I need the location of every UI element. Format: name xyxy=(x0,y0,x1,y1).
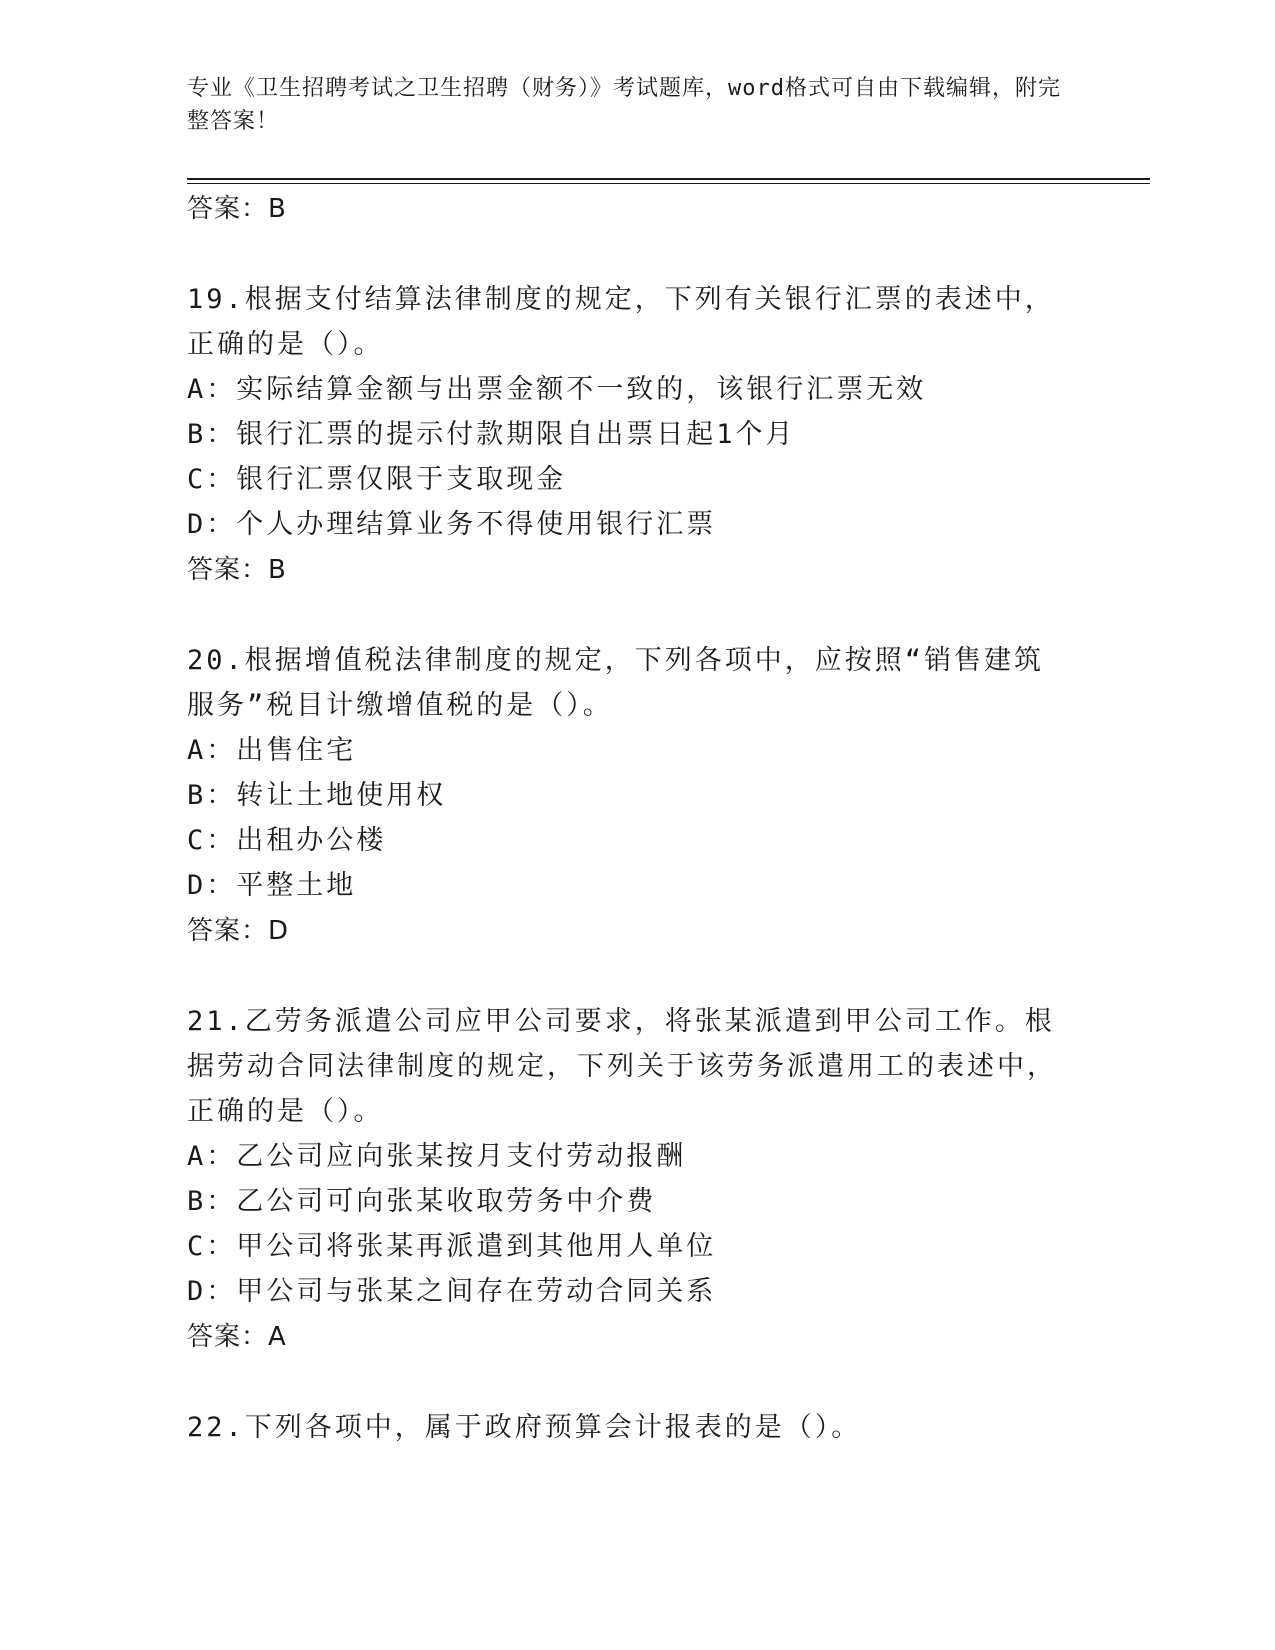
question-stem: 21.乙劳务派遣公司应甲公司要求，将张某派遣到甲公司工作。根据劳动合同法律制度的规定，下列关于该劳务派遣用工的表述中，正确的是（）。 xyxy=(187,1006,1057,1127)
option-a: A：乙公司应向张某按月支付劳动报酬 xyxy=(187,1141,687,1172)
option-c: C：银行汇票仅限于支取现金 xyxy=(187,464,567,495)
answer-line: 答案：B xyxy=(187,555,287,585)
question-block xyxy=(187,277,1067,593)
option-a: A：出售住宅 xyxy=(187,735,357,766)
question-stem: 22.下列各项中，属于政府预算会计报表的是（）。 xyxy=(187,1412,862,1443)
option-b: B：转让土地使用权 xyxy=(187,780,447,811)
option-d: D：平整土地 xyxy=(187,870,357,901)
option-b: B：银行汇票的提示付款期限自出票日起1个月 xyxy=(187,419,796,450)
question-block xyxy=(187,999,1067,1360)
document-body xyxy=(187,186,1067,1450)
option-c: C：甲公司将张某再派遣到其他用人单位 xyxy=(187,1231,717,1262)
answer-line: 答案：B xyxy=(187,194,287,224)
question-block xyxy=(187,1405,1067,1450)
page-header: 专业《卫生招聘考试之卫生招聘（财务）》考试题库，word格式可自由下载编辑，附完整答案！ xyxy=(187,76,1061,134)
header-rule-thick xyxy=(187,178,1150,180)
question-stem: 19.根据支付结算法律制度的规定，下列有关银行汇票的表述中，正确的是（）。 xyxy=(187,284,1055,360)
option-d: D：甲公司与张某之间存在劳动合同关系 xyxy=(187,1276,717,1307)
option-a: A：实际结算金额与出票金额不一致的，该银行汇票无效 xyxy=(187,374,927,405)
question-stem: 20.根据增值税法律制度的规定，下列各项中，应按照“销售建筑服务”税目计缴增值税的是（）。 xyxy=(187,645,1045,721)
option-d: D：个人办理结算业务不得使用银行汇票 xyxy=(187,509,717,540)
question-block xyxy=(187,638,1067,954)
option-b: B：乙公司可向张某收取劳务中介费 xyxy=(187,1186,657,1217)
answer-line: 答案：A xyxy=(187,1322,287,1352)
answer-line: 答案：D xyxy=(187,916,290,946)
header-rule-thin xyxy=(187,183,1150,184)
option-c: C：出租办公楼 xyxy=(187,825,387,856)
